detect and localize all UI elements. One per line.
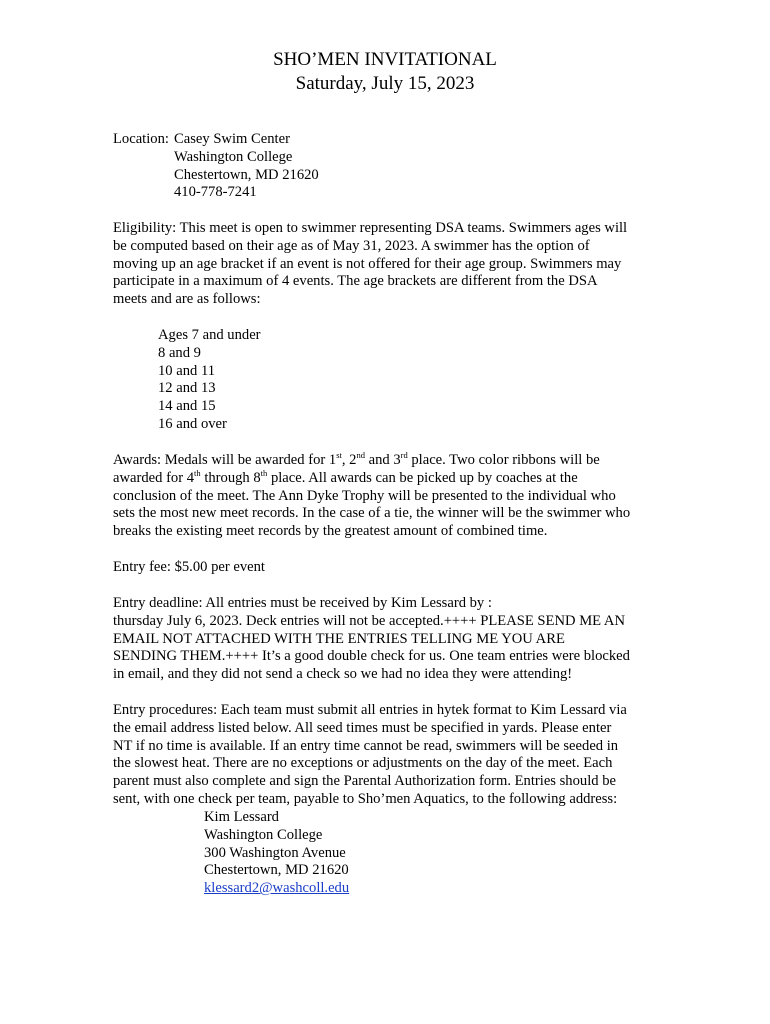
address-line: Washington College bbox=[204, 826, 323, 843]
eligibility-paragraph bbox=[113, 220, 673, 309]
email-link[interactable]: klessard2@washcoll.edu bbox=[204, 880, 350, 897]
location-address bbox=[174, 131, 734, 202]
text-line: NT if no time is available. If an entry time cannot be read, swimmers will be seeded in bbox=[113, 737, 619, 754]
entry-fee: Entry fee: $5.00 per event bbox=[113, 559, 265, 575]
text-line: moving up an age bracket if an event is not offered for their age group. Swimmers may bbox=[113, 255, 622, 272]
text-line: Entry deadline: All entries must be received by Kim Lessard by : bbox=[113, 595, 492, 611]
text-line: conclusion of the meet. The Ann Dyke Trophy will be presented to the individual who bbox=[113, 487, 616, 504]
address-line: 300 Washington Avenue bbox=[204, 844, 346, 861]
mailing-address bbox=[204, 809, 764, 898]
age-bracket: Ages 7 and under bbox=[158, 327, 261, 343]
text-line: EMAIL NOT ATTACHED WITH THE ENTRIES TELLING ME YOU ARE bbox=[113, 630, 565, 647]
address-line: Chestertown, MD 21620 bbox=[204, 862, 349, 879]
entry-procedures-paragraph bbox=[113, 702, 673, 809]
age-bracket: 8 and 9 bbox=[158, 344, 201, 361]
awards-paragraph bbox=[113, 452, 673, 541]
text-line: thursday July 6, 2023. Deck entries will not be accepted.++++ PLEASE SEND ME AN bbox=[113, 612, 626, 629]
text-line: be computed based on their age as of May 31, 2023. A swimmer has the option of bbox=[113, 237, 590, 254]
age-bracket: 10 and 11 bbox=[158, 362, 216, 379]
location-label: Location: bbox=[113, 131, 169, 147]
text-line: in email, and they did not send a check so we had no idea they were attending! bbox=[113, 666, 573, 683]
age-bracket: 16 and over bbox=[158, 415, 227, 432]
address-line: Kim Lessard bbox=[204, 809, 279, 825]
location-line: Washington College bbox=[174, 148, 293, 165]
text-line: the email address listed below. All seed times must be specified in yards. Please enter bbox=[113, 719, 612, 736]
text-line: Entry procedures: Each team must submit all entries in hytek format to Kim Lessard via bbox=[113, 702, 627, 718]
location-line: Chestertown, MD 21620 bbox=[174, 166, 319, 183]
age-bracket: 14 and 15 bbox=[158, 398, 216, 415]
location-line: 410-778-7241 bbox=[174, 184, 257, 201]
text-line: Eligibility: This meet is open to swimmer representing DSA teams. Swimmers ages will bbox=[113, 220, 628, 236]
text-line: Awards: Medals will be awarded for 1st, 2nd and 3rd place. Two color ribbons will be bbox=[113, 450, 600, 468]
text-line: breaks the existing meet records by the greatest amount of combined time. bbox=[113, 523, 548, 540]
text-line: sets the most new meet records. In the case of a tie, the winner will be the swimmer who bbox=[113, 505, 631, 522]
text-line: the slowest heat. There are no exceptions or adjustments on the day of the meet. Each bbox=[113, 755, 613, 772]
entry-deadline-paragraph bbox=[113, 595, 673, 684]
text-line: parent must also complete and sign the Parental Authorization form. Entries should be bbox=[113, 773, 616, 790]
page-title: SHO’MEN INVITATIONAL bbox=[273, 49, 497, 70]
location-line: Casey Swim Center bbox=[174, 131, 290, 147]
meet-date: Saturday, July 15, 2023 bbox=[295, 73, 475, 94]
text-line: meets and are as follows: bbox=[113, 291, 261, 308]
age-bracket: 12 and 13 bbox=[158, 380, 216, 397]
text-line: sent, with one check per team, payable to Sho’men Aquatics, to the following address: bbox=[113, 790, 618, 807]
age-bracket-list bbox=[158, 327, 718, 434]
text-line: participate in a maximum of 4 events. The age brackets are different from the DSA bbox=[113, 273, 598, 290]
text-line: SENDING THEM.++++ It’s a good double check for us. One team entries were blocked bbox=[113, 648, 630, 665]
text-line: awarded for 4th through 8th place. All awards can be picked up by coaches at the bbox=[113, 467, 578, 486]
